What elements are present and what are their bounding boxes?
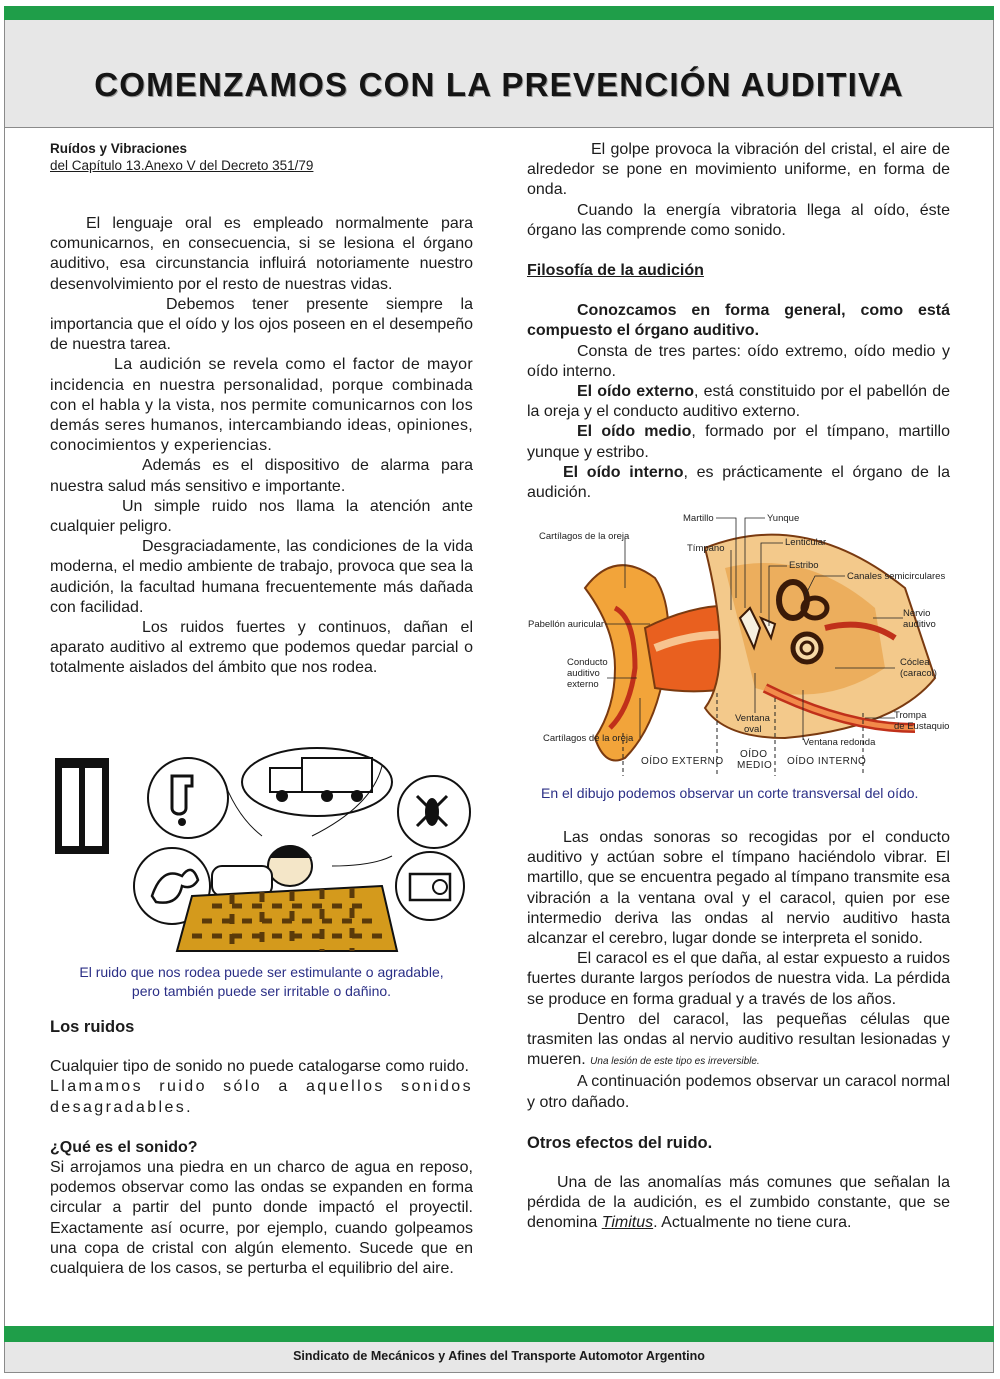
label-martillo: Martillo (683, 513, 714, 524)
paragraph-ruidos-fuertes: Los ruidos fuertes y continuos, dañan el aparato auditivo al extremo que podemos quedar parcial o totalmente aislados del ámbito que nos rodea. (50, 619, 473, 677)
label-nervio-line2: auditivo (903, 619, 936, 630)
label-pabellon: Pabellón auricular (528, 619, 605, 630)
label-trompa-line1: Trompa (894, 710, 927, 721)
oido-interno-text: , es prácticamente el órgano de la audición. (527, 463, 950, 502)
oido-externo-paragraph (527, 382, 950, 422)
label-lenticular: Lenticular (785, 537, 827, 548)
paragraph-alarma: Además es el dispositivo de alarma para nuestra salud más sensitivo e importante. (50, 457, 473, 495)
right-column-lower (527, 828, 950, 1234)
paragraph-simple-ruido: Un simple ruido nos llama la atención ante cualquier peligro. (50, 497, 473, 536)
oido-interno-term: El oído interno (563, 463, 684, 481)
zone-oido-medio-line1: OÍDO (740, 749, 768, 760)
noise-caption (50, 963, 473, 1001)
label-ventana-oval-line1: Ventana (735, 713, 770, 724)
label-cartilagos-lower: Cartílagos de la oreja (543, 733, 634, 744)
noise-illustration (52, 746, 472, 956)
filosofia-heading: Filosofía de la audición (527, 262, 704, 280)
continuacion-paragraph: A continuación podemos observar un caracol normal y otro dañado. (527, 1073, 950, 1111)
ondas-paragraph: Las ondas sonoras so recogidas por el conducto auditivo y actúan sobre el tímpano haciéndolo vibrar. El martillo, que se encuentra pegado al tímpano transmite esa vibración a la ventana oval y el caracol, quien por ese intermedio deriva las ondas al nervio auditivo hasta alcanzar el cerebro, lugar donde se interpreta el sonido. (527, 829, 950, 948)
ear-caption: En el dibujo podemos observar un corte transversal del oído. (541, 785, 919, 801)
paragraph-energia: Cuando la energía vibratoria llega al oído, éste órgano las comprende como sonido. (527, 201, 950, 239)
source-title: Ruídos y Vibraciones (50, 141, 188, 156)
right-column (527, 140, 950, 503)
sonido-heading: ¿Qué es el sonido? (50, 1138, 198, 1156)
paragraph-audicion: La audición se revela como el factor de mayor incidencia en nuestra personalidad, porque combinada con el habla y la vista, nos permite comunicarnos con los demás seres humanos, intercambiando ideas, opiniones, conocimientos y experiencias. (50, 356, 473, 455)
oido-medio-term: El oído medio (577, 423, 692, 441)
ruidos-heading: Los ruidos (50, 1018, 135, 1036)
zone-oido-interno: OÍDO INTERNO (787, 756, 867, 767)
label-estribo: Estribo (789, 560, 819, 571)
zone-oido-externo: OÍDO EXTERNO (641, 756, 724, 767)
paragraph-lenguaje: El lenguaje oral es empleado normalmente para comunicarnos, en consecuencia, si se lesiona el órgano auditivo, esa circunstancia influirá notoriamente nuestro desenvolvimiento por el resto de nuestras vidas. (50, 215, 473, 293)
top-green-bar (4, 6, 994, 20)
sonido-paragraph: Si arrojamos una piedra en un charco de agua en reposo, podemos observar como las ondas se expanden en forma circular a partir del punto donde impactó el proyectil. Exactamente así ocurre, por ejemplo, cuando golpeamos una copa de cristal con algún elemento. Sucede que en cualquiera de los casos, se perturba el equilibrio del aire. (50, 1159, 473, 1278)
zone-oido-medio-line2: MEDIO (737, 760, 773, 771)
conozcamos-paragraph: Conozcamos en forma general, como está compuesto el órgano auditivo. (527, 302, 950, 340)
label-conducto-line2: auditivo (567, 668, 600, 679)
faucet-bubble (148, 758, 228, 838)
footer-organization: Sindicato de Mecánicos y Afines del Transporte Automotor Argentino (5, 1342, 993, 1372)
label-cartilagos-oreja: Cartílagos de la oreja (539, 531, 630, 542)
ruidos-paragraph2: Llamamos ruido sólo a aquellos sonidos desagradables. (50, 1078, 473, 1116)
paragraph-golpe: El golpe provoca la vibración del cristal, el aire de alrededor se pone en movimiento uniforme, en forma de onda. (527, 141, 950, 199)
timitus-term: Timitus (601, 1214, 654, 1232)
consta-paragraph: Consta de tres partes: oído extremo, oído medio y oído interno. (527, 342, 950, 380)
sleeping-person-icon (177, 845, 397, 951)
label-conducto-line3: externo (567, 679, 599, 690)
oido-externo-text: , está constituido por el pabellón de la oreja y el conducto auditivo externo. (527, 383, 950, 421)
oido-medio-text: , formado por el tímpano, martillo yunque y estribo. (527, 423, 951, 461)
ruidos-paragraph1: Cualquier tipo de sonido no puede catalogarse como ruido. (50, 1058, 469, 1076)
lesion-note: Una lesión de este tipo es irreversible. (590, 1056, 760, 1068)
label-ventana-oval-line2: oval (744, 724, 762, 735)
celulas-text: Dentro del caracol, las pequeñas células que trasmiten las ondas al nervio auditivo resultan lesionadas y mueren. (527, 1010, 950, 1069)
oido-medio-paragraph (527, 422, 950, 462)
paragraph-desgraciadamente: Desgraciadamente, las condiciones de la vida moderna, el medio ambiente de trabajo, provoca que sea la audición, la facultad humana frecuentemente más dañada con facilidad. (50, 538, 473, 616)
label-conducto-line1: Conducto (567, 657, 608, 668)
label-trompa-line2: de Eustaquio (894, 721, 950, 732)
left-column-lower (50, 1017, 473, 1279)
noise-caption-line1: El ruido que nos rodea puede ser estimulante o agradable, (79, 964, 444, 980)
label-coclea-line2: (caracol) (900, 668, 937, 679)
label-yunque: Yunque (767, 513, 800, 524)
label-canales: Canales semicirculares (847, 571, 946, 582)
oido-interno-paragraph (527, 463, 950, 503)
anomalias-paragraph (527, 1173, 950, 1234)
label-ventana-redonda: Ventana redonda (803, 737, 876, 748)
header-band (5, 20, 993, 128)
label-nervio-line1: Nervio (903, 608, 931, 619)
oido-externo-term: El oído externo (577, 383, 694, 401)
ear-cross-section-diagram (525, 508, 955, 780)
window-moon-icon (55, 758, 109, 854)
noise-caption-line2: pero también puede ser irritable o dañino. (131, 983, 392, 999)
celulas-paragraph (527, 1010, 950, 1073)
anomalias-text-b: . Actualmente no tiene cura. (653, 1214, 852, 1232)
left-column (50, 140, 473, 679)
label-coclea-line1: Cóclea (900, 657, 930, 668)
label-timpano: Tímpano (687, 543, 725, 554)
paragraph-debemos: Debemos tener presente siempre la importancia que el oído y los ojos poseen en el desempeño de nuestra tarea. (50, 295, 473, 354)
page-title: COMENZAMOS CON LA PREVENCIÓN AUDITIVA (94, 66, 904, 103)
otros-efectos-heading: Otros efectos del ruido. (527, 1133, 713, 1152)
bottom-green-bar (4, 1326, 994, 1342)
anomalias-text-a: Una de las anomalías más comunes que señalan la pérdida de la audición, es el zumbido constante, que se denomina (527, 1174, 950, 1232)
source-subtitle: del Capítulo 13.Anexo V del Decreto 351/79 (50, 158, 314, 173)
caracol-paragraph: El caracol es el que daña, al estar expuesto a ruidos fuertes durante largos períodos de nuestra vida. La pérdida se produce en forma gradual y a través de los años. (527, 950, 950, 1008)
